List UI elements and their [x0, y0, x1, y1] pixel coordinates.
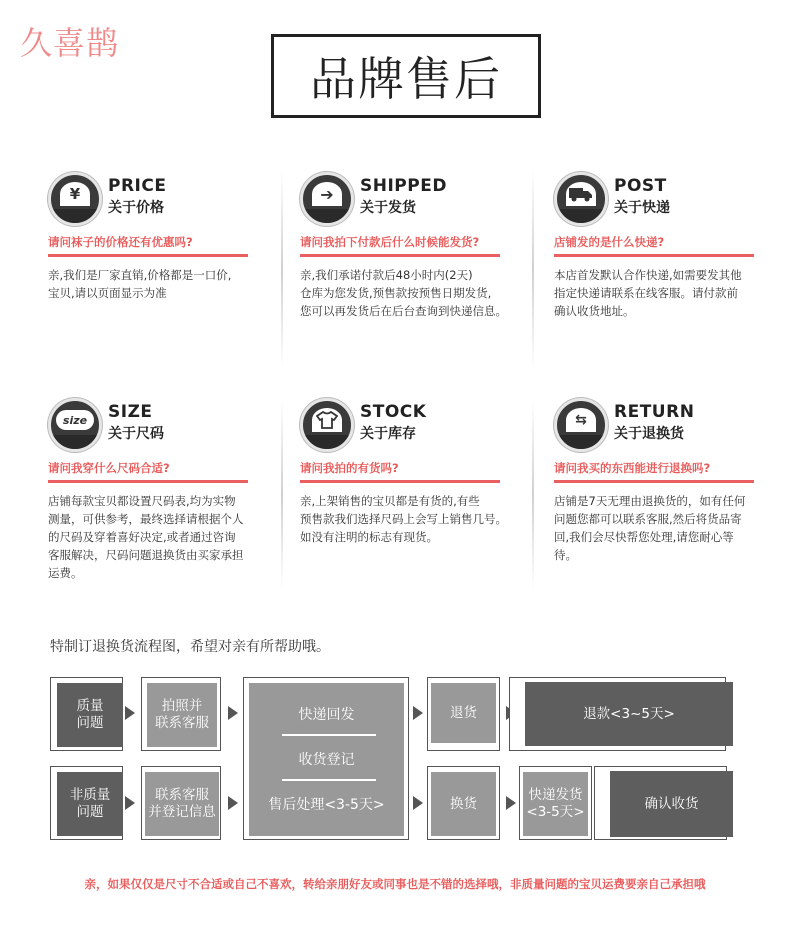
card-title-en: SIZE	[108, 402, 153, 422]
non-quality-issue-box: 非质量 问题	[57, 772, 123, 836]
exchange-icon: ⇆	[554, 398, 608, 452]
yen-price-icon: ¥	[48, 172, 102, 226]
quality-issue-box: 质量 问题	[57, 683, 123, 747]
flow-arrow-icon	[125, 796, 135, 810]
card-question: 店铺发的是什么快递?	[554, 234, 754, 257]
divider	[281, 400, 283, 590]
flow-arrow-icon	[228, 796, 238, 810]
arrow-right-icon: ➔	[300, 172, 354, 226]
flow-intro: 特制订退换货流程图，希望对亲有所帮助哦。	[50, 639, 330, 655]
card-title-en: STOCK	[360, 402, 427, 422]
truck-icon	[554, 172, 608, 226]
card-question: 请问我穿什么尺码合适?	[48, 460, 248, 483]
card-title-cn: 关于退换货	[614, 426, 684, 442]
card-answer: 亲,我们是厂家直销,价格都是一口价, 宝贝,请以页面显示为准	[48, 268, 232, 300]
express-ship-box: 快递发货 <3-5天>	[523, 772, 588, 836]
card-title-en: POST	[614, 176, 667, 196]
contact-cs-box: 拍照并 联系客服	[147, 683, 217, 747]
center-process-box	[249, 683, 404, 836]
divider	[282, 734, 376, 736]
card-title-cn: 关于尺码	[108, 426, 164, 442]
card-title-en: PRICE	[108, 176, 167, 196]
card-question: 请问袜子的价格还有优惠吗?	[48, 234, 248, 257]
flow-arrow-icon	[506, 796, 516, 810]
card-title-en: RETURN	[614, 402, 695, 422]
card-answer: 店铺是7天无理由退换货的，如有任何 问题您都可以联系客服,然后将货品寄 回,我们会尽快帮您处理,请您耐心等 待。	[554, 494, 746, 562]
divider	[532, 400, 534, 590]
express-return-label: 快递回发	[298, 707, 355, 723]
card-answer: 亲,我们承诺付款后48小时内(2天) 仓库为您发货,预售款按预售日期发货, 您可以再发货后在后台查询到快递信息。	[300, 268, 507, 318]
card-answer: 本店首发默认合作快递,如需要发其他 指定快递请联系在线客服。请付款前 确认收货地址。	[554, 268, 742, 318]
card-question: 请问我拍的有货吗?	[300, 460, 500, 483]
size-icon: size	[48, 398, 102, 452]
flow-arrow-icon	[125, 706, 135, 720]
divider	[282, 779, 376, 781]
receipt-register-label: 收货登记	[298, 752, 355, 768]
card-answer: 亲,上架销售的宝贝都是有货的,有些 预售款我们选择尺码上会写上销售几号。 如没有注明的标志有现货。	[300, 494, 507, 544]
divider	[532, 170, 534, 370]
tshirt-icon	[300, 398, 354, 452]
footer-note: 亲，如果仅仅是尺寸不合适或自己不喜欢，转给亲朋好友或同事也是不错的选择哦，非质量问题的宝贝运费要亲自己承担哦	[84, 877, 706, 891]
page-title: 品牌售后	[271, 34, 541, 118]
refund-box: 退款<3~5天>	[525, 682, 733, 746]
card-answer: 店铺每款宝贝都设置尺码表,均为实物 测量，可供参考，最终选择请根据个人 的尺码及穿着喜好决定,或者通过咨询 客服解决，尺码问题退换货由买家承担 运费。	[48, 494, 244, 580]
exchange-goods-box: 换货	[431, 772, 496, 836]
after-sales-label: 售后处理<3-5天>	[268, 797, 385, 813]
contact-register-box: 联系客服 并登记信息	[145, 772, 219, 836]
card-title-cn: 关于快递	[614, 200, 670, 216]
flow-arrow-icon	[413, 706, 423, 720]
card-question: 请问我买的东西能进行退换吗?	[554, 460, 754, 483]
confirm-receipt-box: 确认收货	[610, 771, 733, 837]
card-title-cn: 关于库存	[360, 426, 416, 442]
card-question: 请问我拍下付款后什么时候能发货?	[300, 234, 500, 257]
brand-logo: 久喜鹊	[20, 24, 120, 62]
card-title-cn: 关于价格	[108, 200, 164, 216]
return-goods-box: 退货	[431, 683, 496, 743]
flow-arrow-icon	[228, 706, 238, 720]
divider	[281, 170, 283, 370]
card-title-en: SHIPPED	[360, 176, 447, 196]
card-title-cn: 关于发货	[360, 200, 416, 216]
flow-arrow-icon	[413, 796, 423, 810]
